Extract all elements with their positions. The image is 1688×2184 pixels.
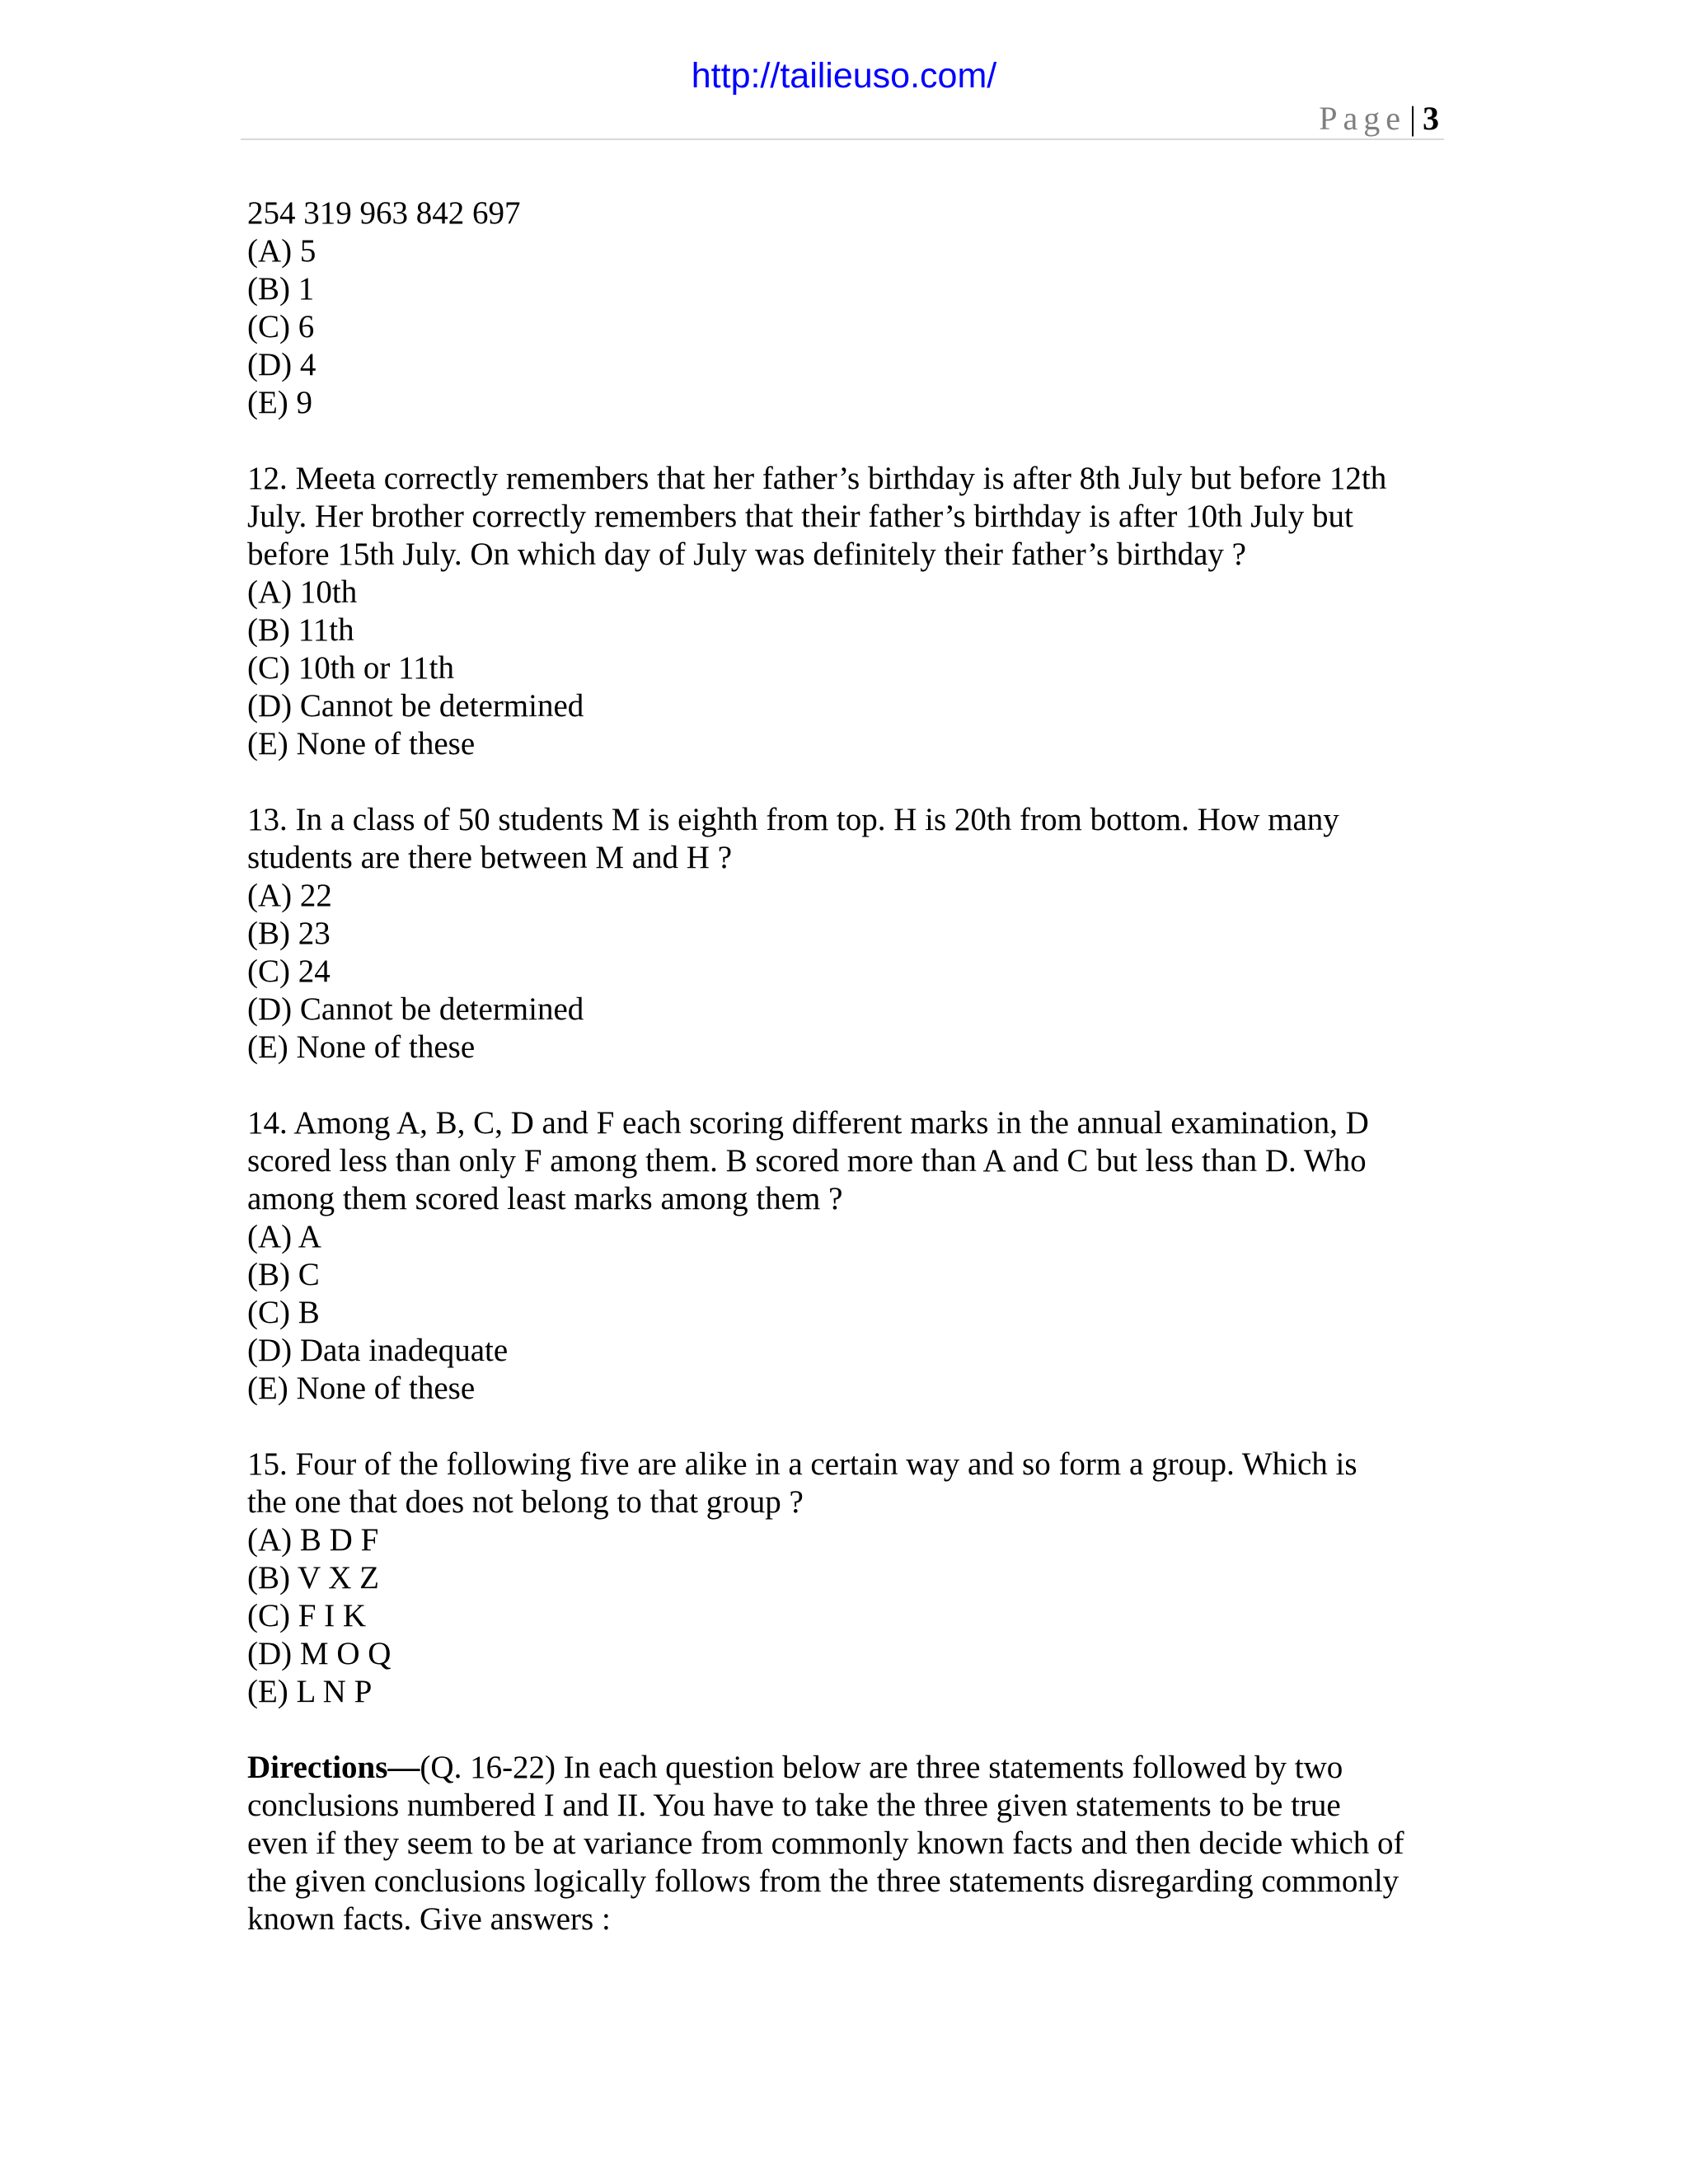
question-14-option-d: (D) Data inadequate [247,1333,509,1368]
question-15-option-a: (A) B D F [247,1522,379,1558]
question-15-option-c: (C) F I K [247,1598,367,1633]
directions-text-line: even if they seem to be at variance from commonly known facts and then decide which of [247,1825,1404,1861]
question-12-option-b: (B) 11th [247,612,354,648]
question-13-option-b: (B) 23 [247,916,331,951]
question-12-text-line: 12. Meeta correctly remembers that her father’s birthday is after 8th July but before 12th [247,461,1387,496]
question-15 [247,1446,1459,1711]
question-15-text-line: the one that does not belong to that group ? [247,1484,804,1520]
question-14-option-c: (C) B [247,1295,320,1330]
question-13-text-line: students are there between M and H ? [247,840,733,875]
question-15-text-line: 15. Four of the following five are alike in a certain way and so form a group. Which is [247,1446,1357,1482]
header-url-link[interactable]: http://tailieuso.com/ [691,56,997,96]
page-number: 3 [1423,100,1439,137]
question-14-text-line: 14. Among A, B, C, D and F each scoring different marks in the annual examination, D [247,1105,1369,1141]
question-12-option-a: (A) 10th [247,574,358,610]
question-12-text-line: July. Her brother correctly remembers that their father’s birthday is after 10th July but [247,499,1353,534]
question-12-text-line: before 15th July. On which day of July was definitely their father’s birthday ? [247,537,1246,572]
question-11 [247,194,1459,422]
page-word: Page [1319,100,1406,137]
question-11-option-c: (C) 6 [247,309,315,344]
question-14-text-line: among them scored least marks among them ? [247,1181,843,1216]
question-13 [247,801,1459,1066]
question-11-option-e: (E) 9 [247,385,313,420]
question-13-option-d: (D) Cannot be determined [247,991,584,1027]
question-14-option-b: (B) C [247,1257,320,1292]
question-11-option-b: (B) 1 [247,271,315,307]
question-11-series: 254 319 963 842 697 [247,195,521,231]
question-15-option-d: (D) M O Q [247,1636,392,1671]
directions-section [247,1749,1459,1938]
question-15-option-e: (E) L N P [247,1674,373,1709]
directions-text-line: conclusions numbered I and II. You have to take the three given statements to be true [247,1788,1341,1823]
page-number-label [1319,97,1439,140]
question-14-text-line: scored less than only F among them. B scored more than A and C but less than D. Who [247,1143,1367,1179]
document-body [247,194,1459,1976]
directions-first-line [247,1749,1459,1787]
header-divider [241,138,1444,140]
question-12-option-e: (E) None of these [247,726,476,762]
question-11-option-a: (A) 5 [247,233,316,269]
question-14-option-a: (A) A [247,1219,321,1254]
question-12 [247,460,1459,763]
directions-text-line: known facts. Give answers : [247,1901,611,1937]
question-12-option-c: (C) 10th or 11th [247,650,454,686]
question-14 [247,1104,1459,1408]
question-15-option-b: (B) V X Z [247,1560,379,1596]
directions-text-line: the given conclusions logically follows from the three statements disregarding commonly [247,1863,1400,1899]
question-14-option-e: (E) None of these [247,1371,476,1406]
question-13-option-c: (C) 24 [247,954,331,989]
page-separator: | [1409,100,1416,137]
question-12-option-d: (D) Cannot be determined [247,688,584,724]
question-13-option-a: (A) 22 [247,878,332,913]
question-13-text-line: 13. In a class of 50 students M is eighth from top. H is 20th from bottom. How many [247,802,1339,837]
directions-text-line: (Q. 16-22) In each question below are three statements followed by two [420,1750,1343,1785]
question-11-option-d: (D) 4 [247,347,316,382]
directions-title: Directions— [247,1750,420,1785]
question-13-option-e: (E) None of these [247,1029,476,1065]
